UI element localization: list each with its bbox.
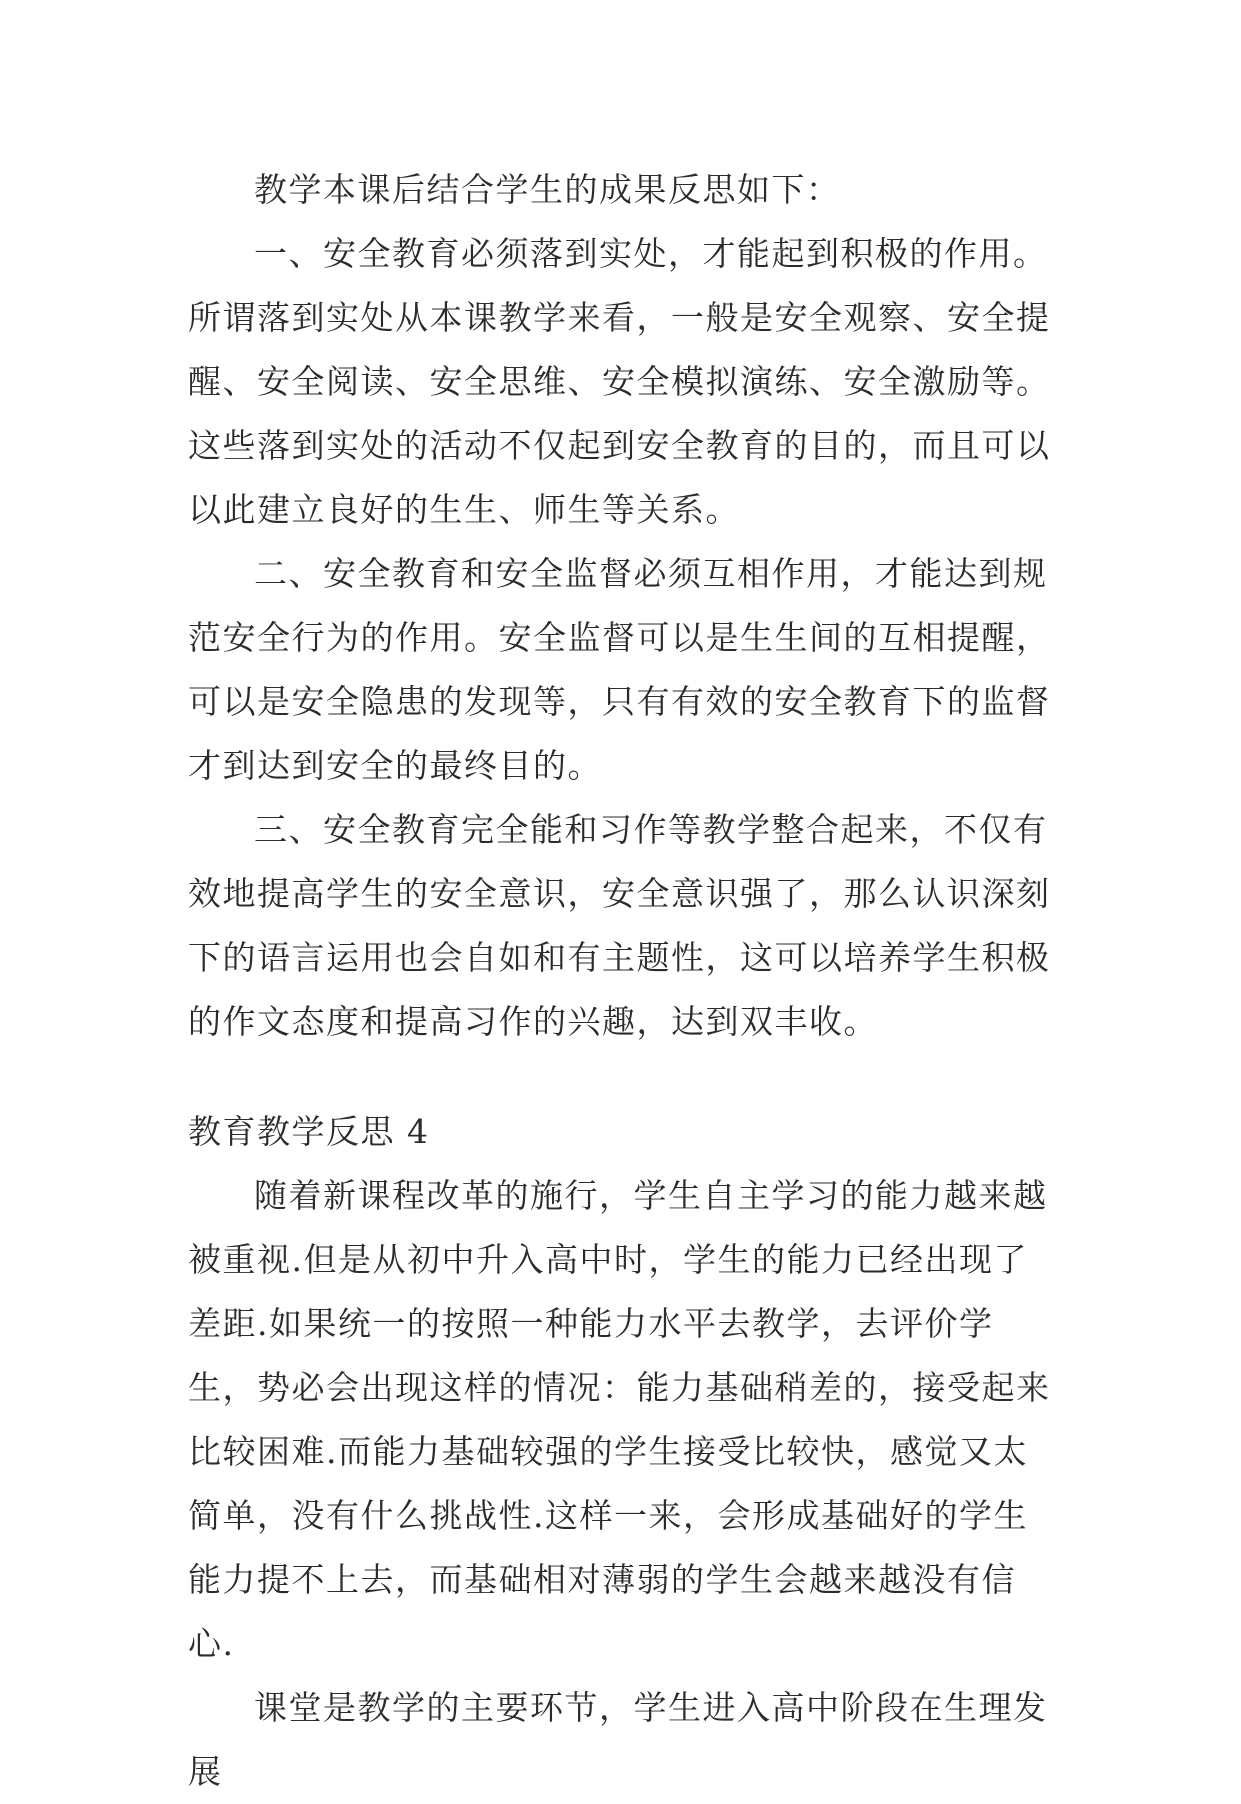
section-heading: 教育教学反思 4 — [188, 1112, 430, 1151]
document-body — [188, 158, 1058, 1804]
paragraph-section-continued: 课堂是教学的主要环节，学生进入高中阶段在生理发展 — [188, 1688, 1048, 1791]
paragraph-section-body: 随着新课程改革的施行，学生自主学习的能力越来越被重视.但是从初中升入高中时，学生的能力已经出现了差距.如果统一的按照一种能力水平去教学，去评价学生，势必会出现这样的情况：能力基础稍差的，接受起来比较困难.而能力基础较强的学生接受比较快，感觉又太简单，没有什么挑战性.这样一来，会形成基础好的学生能力提不上去，而基础相对薄弱的学生会越来越没有信心. — [188, 1176, 1051, 1663]
paragraph-point-one: 一、安全教育必须落到实处，才能起到积极的作用。所谓落到实处从本课教学来看，一般是安全观察、安全提醒、安全阅读、安全思维、安全模拟演练、安全激励等。这些落到实处的活动不仅起到安全教育的目的，而且可以以此建立良好的生生、师生等关系。 — [188, 234, 1051, 529]
paragraph-point-three: 三、安全教育完全能和习作等教学整合起来，不仅有效地提高学生的安全意识，安全意识强了，那么认识深刻下的语言运用也会自如和有主题性，这可以培养学生积极的作文态度和提高习作的兴趣，达到双丰收。 — [188, 810, 1051, 1041]
paragraph-point-two: 二、安全教育和安全监督必须互相作用，才能达到规范安全行为的作用。安全监督可以是生生间的互相提醒，可以是安全隐患的发现等，只有有效的安全教育下的监督才到达到安全的最终目的。 — [188, 554, 1051, 785]
paragraph-intro: 教学本课后结合学生的成果反思如下： — [254, 170, 841, 209]
